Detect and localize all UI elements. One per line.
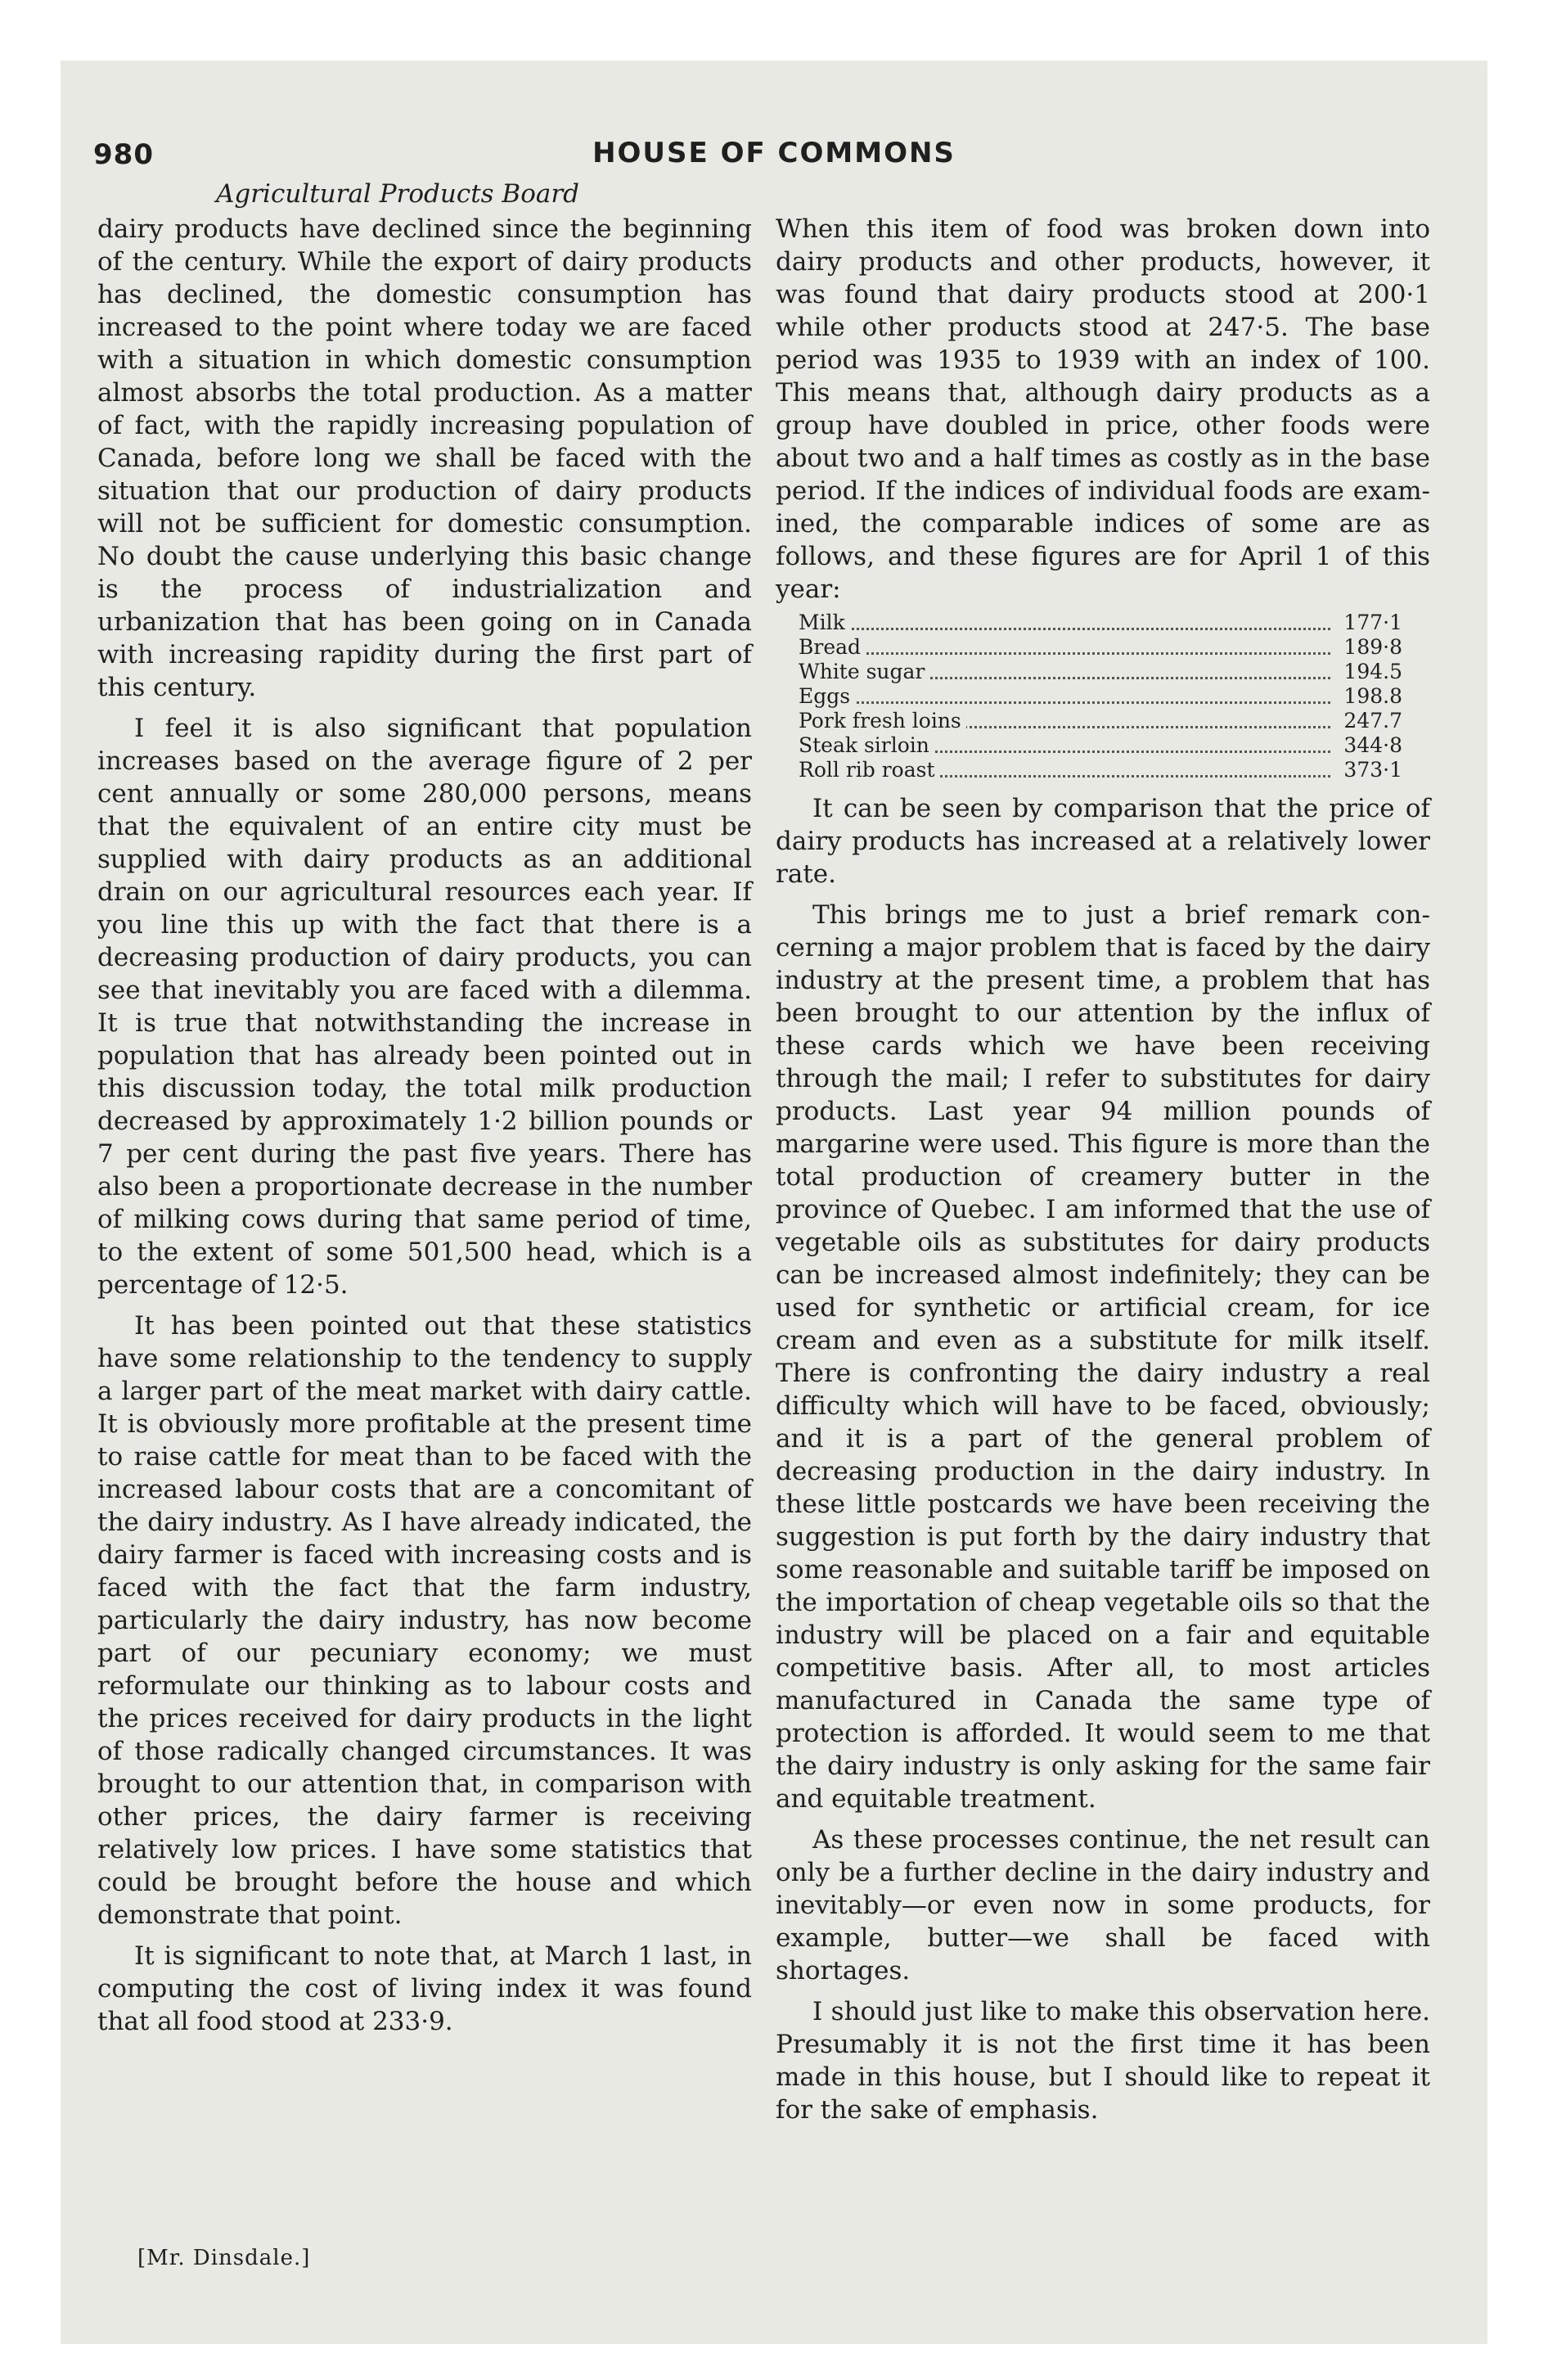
paragraph: It is significant to note that, at March 1 last, in computing the cost of living index it was found that all food stood at 233·9. [97, 1941, 752, 2036]
paragraph: I should just like to make this observation here. Presumably it is not the first time it has been made in this house, but I should like to repeat it for the sake of emphasis. [776, 1997, 1430, 2125]
food-index-table [799, 611, 1402, 782]
paragraph: It can be seen by comparison that the price of dairy products has increased at a relatively lower rate. [776, 794, 1430, 889]
table-row [799, 684, 1402, 709]
index-value: 373·1 [1343, 758, 1402, 782]
index-item: Pork fresh loins [799, 709, 966, 732]
left-column [97, 213, 752, 2038]
section-title: Agricultural Products Board [216, 179, 580, 209]
table-row [799, 733, 1402, 758]
paragraph: I feel it is also significant that population increases based on the average figure of 2 per cent annually or some 280,000 persons, means that the equivalent of an entire city must be supplied with dairy products as an additional drain on our agricultural resources each year. If you line this up with the fact that there is a decreasing production of dairy products, you can see that inevitably you are faced with a dilemma. It is true that notwithstanding the increase in population that has already been pointed out in this discussion today, the total milk production decreased by approximately 1·2 billion pounds or 7 per cent during the past five years. There has also been a proportionate decrease in the number of milking cows during that same period of time, to the extent of some 501,500 head, which is a percentage of 12·5. [97, 714, 752, 1300]
index-item: Eggs [799, 684, 855, 708]
index-value: 247.7 [1343, 709, 1402, 732]
paragraph: It has been pointed out that these statistics have some relationship to the tendency to supply a larger part of the meat market with dairy cattle. It is obviously more profitable at the present time to raise cattle for meat than to be faced with the increased labour costs that are a concomitant of the dairy industry. As I have already indicated, the dairy farmer is faced with increasing costs and is faced with the fact that the farm industry, particularly the dairy industry, has now become part of our pecuniary economy; we must reformulate our thinking as to labour costs and the prices received for dairy products in the light of those radically changed circumstances. It was brought to our attention that, in comparison with other prices, the dairy farmer is receiving relatively low prices. I have some statistics that could be brought before the house and which demonstrate that point. [97, 1311, 752, 1930]
table-row [799, 611, 1402, 635]
running-head: HOUSE OF COMMONS [592, 137, 956, 169]
index-item: Steak sirloin [799, 733, 934, 757]
index-value: 194.5 [1343, 660, 1402, 683]
table-row [799, 709, 1402, 733]
index-item: Milk [799, 611, 850, 634]
table-row [799, 660, 1402, 684]
index-item: White sugar [799, 660, 929, 683]
index-item: Roll rib roast [799, 758, 940, 782]
paragraph: This brings me to just a brief remark concerning a major problem that is faced by the dairy industry at the present time, a problem that has been brought to our attention by the influx of these cards which we have been receiving through the mail; I refer to substitutes for dairy products. Last year 94 million pounds of margarine were used. This figure is more than the total production of creamery butter in the province of Quebec. I am informed that the use of vegetable oils as substitutes for dairy products can be increased almost indefinitely; they can be used for synthetic or artificial cream, for ice cream and even as a substitute for milk itself. There is confronting the dairy industry a real difficulty which will have to be faced, obviously; and it is a part of the general problem of decreasing production in the dairy industry. In these little postcards we have been receiving the suggestion is put forth by the dairy industry that some reasonable and suitable tariff be imposed on the importation of cheap vegetable oils so that the industry will be placed on a fair and equitable competitive basis. After all, to most articles manufactured in Canada the same type of protection is afforded. It would seem to me that the dairy industry is only asking for the same fair and equitable treatment. [776, 900, 1430, 1814]
table-row [799, 758, 1402, 782]
index-value: 198.8 [1343, 684, 1402, 708]
document-page [61, 61, 1487, 2344]
speaker-footer: [Mr. Dinsdale.] [137, 2246, 311, 2270]
index-value: 344·8 [1343, 733, 1402, 757]
index-value: 177·1 [1343, 611, 1402, 634]
index-item: Bread [799, 635, 866, 659]
table-row [799, 635, 1402, 660]
paragraph: dairy products have declined since the beginning of the century. While the export of dairy products has declined, the domestic consumption has increased to the point where today we are faced with a situation in which domestic consumption almost absorbs the total production. As a matter of fact, with the rapidly increasing population of Canada, before long we shall be faced with the situation that our production of dairy products will not be sufficient for domestic consumption. No doubt the cause underlying this basic change is the process of industrialization and urbanization that has been going on in Canada with increasing rapidity during the first part of this century. [97, 214, 752, 702]
paragraph: As these processes continue, the net result can only be a further decline in the dairy industry and inevitably—or even now in some products, for example, butter—we shall be faced with shortages. [776, 1825, 1430, 1986]
paragraph: When this item of food was broken down into dairy products and other products, however, it was found that dairy products stood at 200·1 while other products stood at 247·5. The base period was 1935 to 1939 with an index of 100. This means that, although dairy products as a group have doubled in price, other foods were about two and a half times as costly as in the base period. If the indices of individual foods are examined, the comparable indices of some are as follows, and these figures are for April 1 of this year: [776, 214, 1430, 604]
page-number: 980 [93, 138, 154, 171]
right-column [776, 213, 1430, 2126]
index-value: 189·8 [1343, 635, 1402, 659]
